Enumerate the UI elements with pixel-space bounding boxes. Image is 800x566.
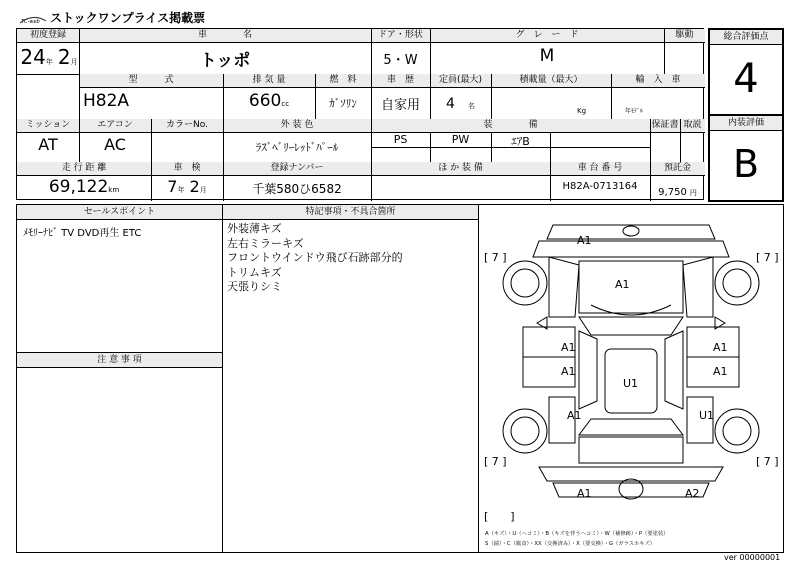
- interior-score-value: B: [732, 142, 760, 186]
- label-exterior-color: 外 装 色: [223, 119, 371, 133]
- label-displacement: 排 気 量: [223, 74, 315, 88]
- equip-airbag: ｴｱB: [511, 135, 530, 148]
- note-item: フロントウインドウ飛び石跡部分的: [227, 251, 403, 264]
- label-aircon: エアコン: [79, 119, 151, 133]
- inspection-month: 2: [189, 177, 200, 196]
- label-import: 輸 入 車: [611, 74, 705, 88]
- label-other-equipment: ほ か 装 備: [371, 162, 550, 176]
- chassis-no-value: H82A-0713164: [562, 181, 638, 192]
- car-name-value: トッポ: [199, 51, 251, 71]
- overall-score-value: 4: [733, 56, 759, 102]
- mark-quarter-right: U1: [699, 409, 715, 422]
- label-first-reg: 初度登録: [17, 29, 79, 43]
- history-value: 自家用: [380, 98, 420, 113]
- inspection-value: [151, 177, 223, 196]
- inspection-year: 7: [167, 177, 178, 196]
- svg-text:TC-web: TC-web: [21, 19, 40, 25]
- mark-roof: U1: [623, 377, 639, 390]
- sales-points-text: ﾒﾓﾘｰﾅﾋﾞ TV DVD再生 ETC: [23, 228, 142, 239]
- note-item: 天張りシミ: [227, 280, 282, 293]
- mileage-value: [17, 177, 151, 197]
- equip-pw: PW: [451, 133, 470, 146]
- displacement-value: [223, 91, 315, 111]
- mark-front-door-right: A1: [713, 341, 728, 354]
- label-history: 車 歴: [371, 74, 430, 88]
- mission-value: AT: [38, 135, 58, 154]
- overall-score-label: 総合評価点: [710, 30, 782, 45]
- label-door-shape: ドア・形状: [371, 29, 430, 43]
- mark-front-door-left: A1: [561, 341, 576, 354]
- deposit-unit: 円: [689, 189, 697, 197]
- mark-hood: A1: [615, 278, 630, 291]
- reg-month: 2: [57, 45, 71, 69]
- front-left-bracket: [ 7 ]: [484, 251, 507, 264]
- mileage-number: 69,122: [48, 177, 109, 197]
- model-value: H82A: [83, 91, 130, 111]
- mark-rear-door-left: A1: [561, 365, 576, 378]
- first-reg-value: [19, 45, 79, 69]
- front-right-bracket: [ 7 ]: [756, 251, 779, 264]
- fuel-value: ｶﾞｿﾘﾝ: [329, 97, 357, 110]
- label-warranty: 保証書: [650, 119, 680, 133]
- label-capacity: 定員(最大): [430, 74, 491, 88]
- label-mileage: 走 行 距 離: [17, 162, 151, 176]
- label-equipment: 装 備: [371, 119, 650, 133]
- mileage-unit: km: [108, 186, 120, 194]
- interior-score-box: [708, 116, 784, 202]
- capacity-unit: 名: [468, 102, 475, 110]
- mark-front-bumper: A1: [577, 234, 592, 247]
- mark-rear-door-right: A1: [713, 365, 728, 378]
- damage-diagram: [479, 205, 783, 552]
- note-item: トリムキズ: [227, 265, 282, 279]
- load-unit: Kg: [577, 107, 587, 115]
- note-item: 左右ミラーキズ: [227, 236, 304, 250]
- label-load: 積載量（最大）: [491, 74, 611, 88]
- equip-ps: PS: [393, 133, 408, 146]
- label-color-no: カラーNo.: [151, 119, 223, 133]
- label-model: 型 式: [79, 74, 223, 88]
- mark-quarter-left: A1: [567, 409, 582, 422]
- inspection-year-unit: 年: [177, 186, 185, 194]
- notes-list: [223, 220, 478, 297]
- label-inspection: 車 検: [151, 162, 223, 176]
- caution-section: [17, 353, 223, 552]
- reg-month-unit: 月: [70, 58, 78, 66]
- header-logo: [18, 10, 48, 25]
- aircon-value: AC: [104, 135, 126, 154]
- deposit-value: [650, 180, 705, 199]
- rear-right-bracket: [ 7 ]: [756, 455, 779, 468]
- vehicle-info-grid: [16, 28, 704, 200]
- interior-score-label: 内装評価: [710, 116, 782, 131]
- note-item: 外装薄キズ: [227, 222, 282, 235]
- import-unit: 年ﾓﾃﾞﾙ: [625, 108, 644, 115]
- notes-section: [223, 205, 479, 552]
- notes-label: 特記事項・不具合箇所: [223, 205, 478, 220]
- capacity-value: [430, 93, 491, 112]
- grade-value: M: [539, 46, 555, 66]
- sales-points-label: セールスポイント: [17, 205, 222, 220]
- bottom-panel: [16, 204, 784, 553]
- label-fuel: 燃 料: [315, 74, 371, 88]
- capacity-number: 4: [445, 96, 455, 112]
- overall-score-box: [708, 28, 784, 116]
- tc-web-logo-icon: [18, 15, 48, 25]
- label-drive: 駆動: [664, 29, 705, 43]
- reg-year: 24: [20, 45, 46, 69]
- version-text: ver 00000001: [724, 553, 781, 562]
- label-manual: 取説: [680, 119, 705, 133]
- legend-line-2: S（錆）・C（腐食）・XX（交換済み）・X（要交換）・G（ガラスホキズ）: [485, 541, 656, 547]
- label-chassis-no: 車 台 番 号: [550, 162, 650, 176]
- mark-rear-bumper-right: A2: [685, 487, 700, 500]
- displacement-number: 660: [248, 91, 282, 111]
- label-car-name: 車 名: [79, 29, 371, 43]
- mark-rear-bumper-left: A1: [577, 487, 592, 500]
- plate-value: 千葉580ひ6582: [252, 182, 342, 196]
- legend-line-1: A（キズ）・U（ヘコミ）・B（キズを伴うヘコミ）・W（補修跡）・P（要塗装）: [485, 531, 669, 537]
- caution-label: 注 意 事 項: [17, 353, 222, 368]
- label-deposit: 預託金: [650, 162, 705, 176]
- label-plate: 登録ナンバー: [223, 162, 371, 176]
- inspection-month-unit: 月: [199, 186, 207, 194]
- displacement-unit: cc: [281, 100, 290, 108]
- page-title: ストックワンプライス掲載票: [50, 11, 206, 25]
- label-grade: グ レ ー ド: [430, 29, 664, 43]
- deposit-number: 9,750: [658, 187, 687, 198]
- door-shape-value: 5・W: [383, 53, 418, 68]
- car-outline-diagram: [479, 205, 783, 552]
- label-mission: ミッション: [17, 119, 79, 133]
- reg-year-unit: 年: [45, 58, 53, 66]
- sales-points-section: [17, 205, 223, 353]
- exterior-color-value: ﾗｽﾞﾍﾞﾘｰﾚｯﾄﾞﾊﾟｰﾙ: [255, 141, 339, 154]
- rear-left-bracket: [ 7 ]: [484, 455, 507, 468]
- bottom-bracket: [ ]: [484, 510, 515, 523]
